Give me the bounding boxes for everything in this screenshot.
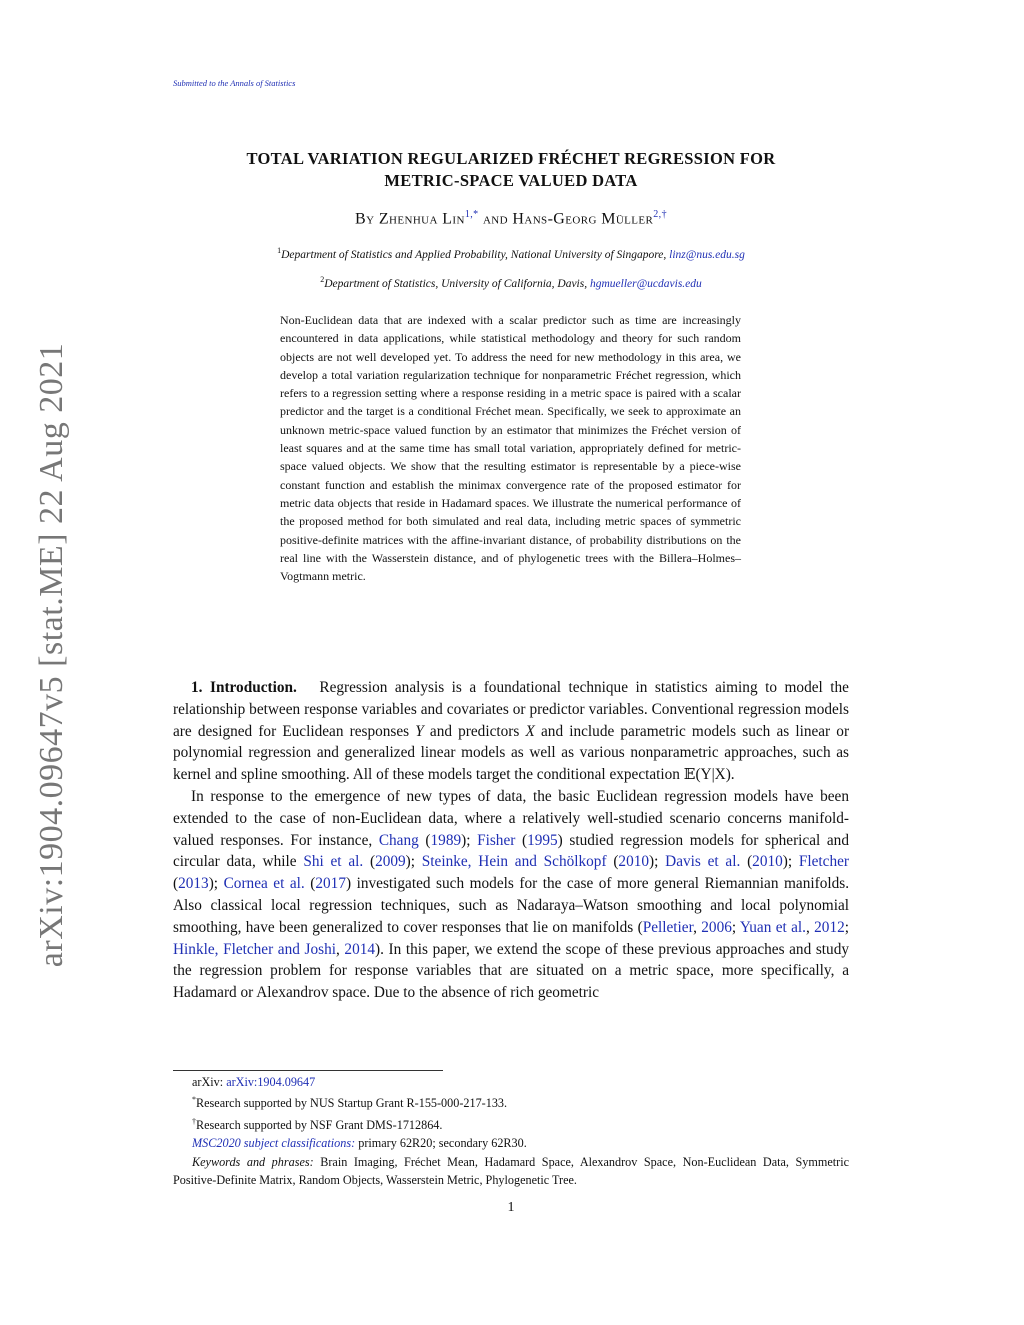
affiliation-1-email-link[interactable]: linz@nus.edu.sg [669,248,745,261]
intro-p1-text-c: and include parametric models such as linear or polynomial regression and generalized linear models as well as various nonparametric approaches, such as kernel and spline smoothing. All of these models target the conditional expectation [173,722,850,784]
citation-fletcher-year[interactable]: 2013 [178,875,209,893]
author-1-footnote-mark[interactable]: 1,* [464,209,479,220]
footnotes [173,1073,849,1190]
affiliation-2-text: Department of Statistics, University of California, Davis, [324,277,588,290]
footnote-2-mark: † [192,1116,196,1126]
footnote-1-text: Research supported by NUS Startup Grant R-155-000-217-133. [196,1096,508,1111]
citation-cornea-year[interactable]: 2017 [315,875,346,893]
citation-yuan-year[interactable]: 2012 [814,918,845,936]
page-number: 1 [507,1200,515,1215]
footnote-msc [173,1134,849,1152]
abstract: Non-Euclidean data that are indexed with a scalar predictor such as time are increasingly encountered in data applications, while statistical methodology and theory for such random objects are not well developed yet. To address the need for new methodology in this area, we develop a total variation regularization technique for nonparametric Fréchet regression, which refers to a regression setting where a response residing in a metric space is paired with a scalar predictor and the target is a conditional Fréchet mean. Specifically, we seek to approximate an unknown metric-space valued function by an estimator that minimizes the Fréchet version of least squares and at the same time has small total variation, appropriately defined for metric-space valued objects. We show that the resulting estimator is representable by a piece-wise constant function and establish the minimax convergence rate of the proposed estimator for metric data objects that reside in Hadamard spaces. We illustrate the numerical performance of the proposed method for both simulated and real data, including metric spaces of symmetric positive-definite matrices with the affine-invariant distance, of probability distributions on the real line with the Wasserstein distance, and of phylogenetic trees with the Billera–Holmes–Vogtmann metric. [280,313,741,584]
author-2-footnote-mark[interactable]: 2,† [653,209,667,220]
author-line [173,209,849,228]
and-word: and [482,210,508,228]
footnote-2-text: Research supported by NSF Grant DMS-1712864. [196,1117,443,1132]
citation-chang[interactable]: Chang [378,831,419,849]
author-2: Hans-Georg Müller [512,210,654,228]
intro-p2-text-a: In response to the emergence of new types of data, the basic Euclidean regression models have been extended to the case of non-Euclidean data, where a relatively well-studied scenario concerns manifold-valued responses. For instance, [173,787,849,849]
arxiv-sidebar-stamp: arXiv:1904.09647v5 [stat.ME] 22 Aug 2021 [33,342,70,968]
intro-paragraph-2: In response to the emergence of new types of data, the basic Euclidean regression models have been extended to the case of non-Euclidean data, where a relatively well-studied scenario concerns manifold-valued responses. For instance, Chang (1989); Fisher (1995) studied regression models for spherical and circular data, while Shi et al. (2009); Steinke, Hein and Schölkopf (2010); Davis et al. (2010); Fletcher (2013); Cornea et al. (2017) investigated such models for the case of more general Riemannian manifolds. Also classical local regression techniques, such as Nadaraya–Watson smoothing and local polynomial smoothing, have been generalized to cover responses that lie on manifolds (Pelletier, 2006; Yuan et al., 2012; Hinkle, Fletcher and Joshi, 2014). In this paper, we extend the scope of these previous approaches and study the regression problem for response variables that are situated on a metric space, more specifically, a Hadamard or Alexandrov space. Due to the absence of rich geometric [173,787,850,1002]
intro-paragraph-1 [173,677,849,786]
footnote-keywords [173,1153,849,1190]
citation-fisher-year[interactable]: 1995 [527,831,558,849]
affiliation-2 [173,275,849,290]
citation-cornea[interactable]: Cornea et al. [223,875,305,893]
citation-hinkle[interactable]: Hinkle, Fletcher and Joshi [173,940,336,958]
affiliation-1 [173,246,849,261]
citation-steinke-year[interactable]: 2010 [618,853,650,871]
citation-davis[interactable]: Davis et al. [665,853,741,871]
keywords-label: Keywords and phrases: [192,1154,314,1169]
citation-chang-year[interactable]: 1989 [430,831,462,849]
affiliation-1-text: Department of Statistics and Applied Probability, National University of Singapore, [281,248,667,261]
author-1: Zhenhua Lin [378,210,465,228]
footnote-1 [173,1091,849,1112]
citation-davis-year[interactable]: 2010 [752,853,783,871]
affiliation-2-email-link[interactable]: hgmueller@ucdavis.edu [589,277,702,290]
intro-p1-end: . [730,766,735,784]
math-var-x: X [525,722,535,740]
citation-steinke[interactable]: Steinke, Hein and Schölkopf [421,853,607,871]
citation-fletcher[interactable]: Fletcher [798,853,850,871]
intro-p2-text-c: investigated such models for the case of more general Riemannian manifolds. Also classical local regression techniques, such as Nadaraya–Watson smoothing and local polynomial smoothing, have been generalized to cover responses that lie on manifolds ( [173,875,850,936]
math-expectation: 𝔼(Y|X) [683,766,731,784]
arxiv-link[interactable]: arXiv:1904.09647 [226,1075,316,1089]
footnote-rule [173,1070,443,1071]
intro-p2-text-d: ). In this paper, we extend the scope of these previous approaches and study the regression problem for response variables that are situated on a metric space, more specifically, a Hadamard or Alexandrov space. Due to the absence of rich geometric [173,940,849,1002]
affiliation-2-mark: 2 [320,275,325,284]
citation-fisher[interactable]: Fisher [477,831,516,849]
footnote-arxiv-label: arXiv: [192,1075,224,1089]
footnote-arxiv [173,1073,849,1091]
citation-pelletier-year[interactable]: 2006 [701,918,732,936]
by-word: By [355,210,375,228]
footnote-2 [173,1113,849,1134]
footnote-1-mark: * [192,1095,196,1105]
intro-p2-text-b: studied regression models for spherical and circular data, while [173,831,849,871]
section-heading: 1. Introduction. [191,679,297,696]
title-line-1: TOTAL VARIATION REGULARIZED FRÉCHET REGRESSION FOR [246,149,776,168]
paper-title [173,148,849,192]
keywords-text: Brain Imaging, Fréchet Mean, Hadamard Space, Alexandrov Space, Non-Euclidean Data, Symmetric Positive-Definite Matrix, Random Objects, Wasserstein Metric, Phylogenetic Tree. [173,1154,850,1188]
msc-text: primary 62R20; secondary 62R30. [358,1136,527,1151]
citation-pelletier[interactable]: Pelletier [642,918,694,936]
intro-p1-text-b: and predictors [429,722,520,740]
title-line-2: METRIC-SPACE VALUED DATA [384,171,638,190]
introduction-section [173,677,849,1004]
math-var-y: Y [415,722,424,740]
citation-yuan[interactable]: Yuan et al. [739,918,806,936]
msc-link[interactable]: MSC2020 subject classifications: [192,1136,356,1151]
citation-shi-year[interactable]: 2009 [375,853,406,871]
intro-p1-text-a: Regression analysis is a foundational technique in statistics aiming to model the relationship between response variables and covariates or predictor variables. Conventional regression models are designed for Euclidean responses [173,679,849,740]
journal-header-link[interactable]: Submitted to the Annals of Statistics [173,78,296,88]
citation-shi[interactable]: Shi et al. [303,853,364,871]
affiliation-1-mark: 1 [277,246,282,255]
citation-hinkle-year[interactable]: 2014 [344,940,376,958]
